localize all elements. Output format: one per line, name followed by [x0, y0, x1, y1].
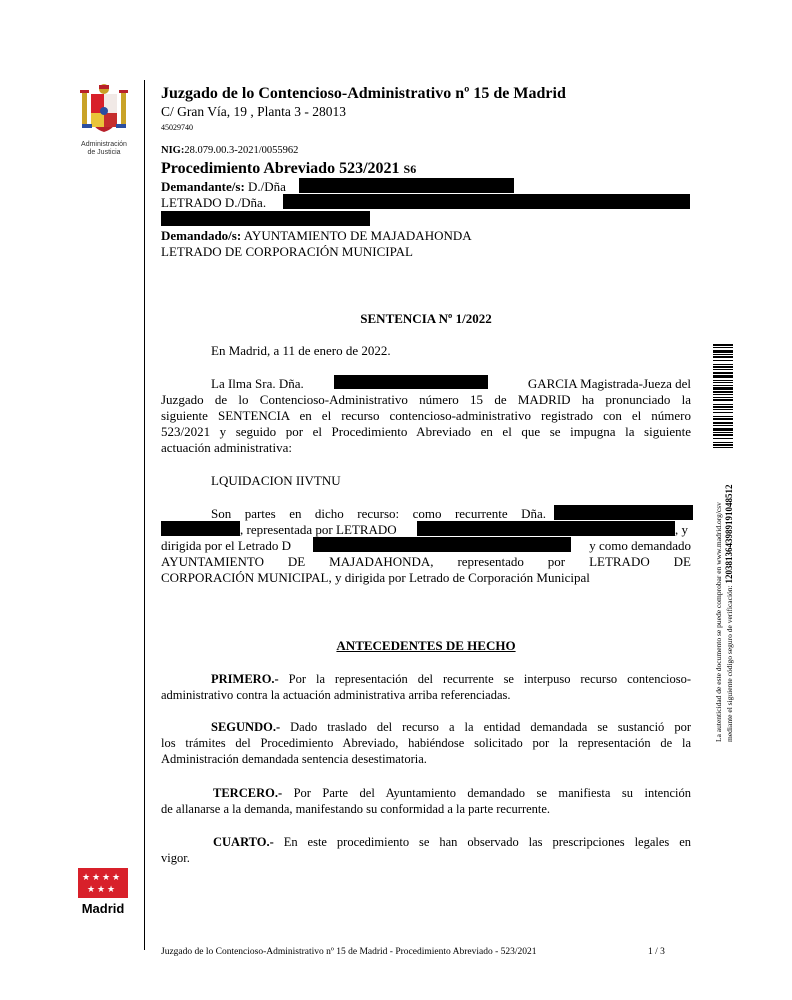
- defendant-lawyer-line: LETRADO DE CORPORACIÓN MUNICIPAL: [161, 244, 413, 259]
- svg-text:★: ★: [107, 885, 116, 895]
- redaction-claimant-name-2: [161, 521, 240, 536]
- claimant-lawyer-line: LETRADO D./Dña.: [161, 195, 267, 210]
- section-title: ANTECEDENTES DE HECHO: [336, 638, 516, 653]
- nig-line: NIG:28.079.00.3-2021/0055962: [161, 145, 299, 156]
- madrid-logo: [78, 868, 128, 920]
- act-line: LQUIDACION IIVTNU: [211, 473, 341, 488]
- p2-part-d: dirigida por el Letrado D: [161, 538, 291, 553]
- p1-line5: actuación administrativa:: [161, 440, 293, 455]
- tercero-line1: TERCERO.- Por Parte del Ayuntamiento demandado se manifiesta su intención: [213, 786, 691, 800]
- p2-line3: AYUNTAMIENTO DE MAJADAHONDA, representado por LETRADO DE: [161, 554, 691, 569]
- svg-text:★: ★: [82, 873, 91, 883]
- redaction-judge: [334, 375, 488, 389]
- segundo-line2: los trámites del Procedimiento Abreviado, habiéndose solicitado por la representación de la: [161, 736, 691, 750]
- sentence-title: SENTENCIA Nº 1/2022: [360, 311, 492, 326]
- court-code: 45029740: [161, 123, 193, 132]
- claimant-line: Demandante/s: D./Dña: [161, 179, 286, 194]
- primero-line2: administrativo contra la actuación administrativa arriba referenciadas.: [161, 688, 511, 702]
- p1-part-b: GARCIA Magistrada-Jueza del: [527, 376, 691, 391]
- svg-text:★: ★: [92, 873, 101, 883]
- date-line: En Madrid, a 11 de enero de 2022.: [211, 343, 391, 358]
- svg-text:★: ★: [97, 885, 106, 895]
- logo-caption: Administración de Justicia: [81, 141, 127, 156]
- margin-rule: [144, 80, 145, 950]
- redaction-claimant: [299, 178, 514, 193]
- p2-part-a: Son partes en dicho recurso: como recurrente Dña.: [211, 506, 546, 521]
- tercero-line2: de allanarse a la demanda, manifestando su conformidad a la parte recurrente.: [161, 802, 551, 816]
- verification-text-line2: mediante el siguiente código seguro de verificación: 1203813643989191048512: [724, 484, 734, 742]
- redaction-representative: [417, 521, 675, 536]
- cuarto-line1: CUARTO.- En este procedimiento se han observado las prescripciones legales en: [213, 835, 692, 849]
- segundo-line1: SEGUNDO.- Dado traslado del recurso a la entidad demandada se sustanció por: [211, 720, 691, 734]
- primero-line1: PRIMERO.- Por la representación del recurrente se interpuso recurso contencioso-: [211, 672, 691, 686]
- p2-part-c: , y: [675, 522, 688, 537]
- segundo-line3: Administración demandada sentencia desestimatoria.: [161, 752, 427, 766]
- court-address: C/ Gran Vía, 19 , Planta 3 - 28013: [161, 104, 346, 119]
- svg-text:★: ★: [87, 885, 96, 895]
- redaction-lawyer-1: [283, 194, 690, 209]
- p1-line3: siguiente SENTENCIA en el recurso contencioso-administrativo registrado con el número: [161, 408, 691, 423]
- p1-line4: 523/2021 y seguido por el Procedimiento Abreviado en el que se impugna la siguiente: [161, 424, 691, 439]
- p1-part-a: La Ilma Sra. Dña.: [211, 376, 304, 391]
- redaction-lawyer-2: [161, 211, 370, 226]
- coat-of-arms-logo: [76, 80, 132, 156]
- madrid-logo-text: Madrid: [81, 901, 125, 916]
- footer-text: Juzgado de lo Contencioso-Administrativo nº 15 de Madrid - Procedimiento Abreviado - 523/2021: [161, 947, 537, 957]
- cuarto-line2: vigor.: [161, 851, 190, 865]
- defendant-line: Demandado/s: AYUNTAMIENTO DE MAJADAHONDA: [161, 228, 472, 243]
- p2-part-b: , representada por LETRADO: [240, 522, 397, 537]
- svg-text:★: ★: [102, 873, 111, 883]
- redaction-director: [313, 537, 571, 552]
- page-number: 1 / 3: [648, 947, 665, 957]
- madrid-stars-flag: [78, 868, 128, 898]
- verification-barcode: [713, 344, 733, 450]
- court-name: Juzgado de lo Contencioso-Administrativo nº 15 de Madrid: [161, 85, 566, 102]
- procedure-title: Procedimiento Abreviado 523/2021 S6: [161, 160, 417, 177]
- verification-text-line1: La autenticidad de este documento se puede comprobar en www.madrid.org/csv: [714, 502, 723, 742]
- star-icon: [78, 868, 128, 898]
- p2-part-e: y como demandado: [589, 538, 691, 553]
- svg-text:★: ★: [112, 873, 121, 883]
- redaction-claimant-name-1: [554, 505, 693, 520]
- p2-line4: CORPORACIÓN MUNICIPAL, y dirigida por Letrado de Corporación Municipal: [161, 570, 590, 585]
- p1-line2: Juzgado de lo Contencioso-Administrativo número 15 de MADRID ha pronunciado la: [161, 392, 691, 407]
